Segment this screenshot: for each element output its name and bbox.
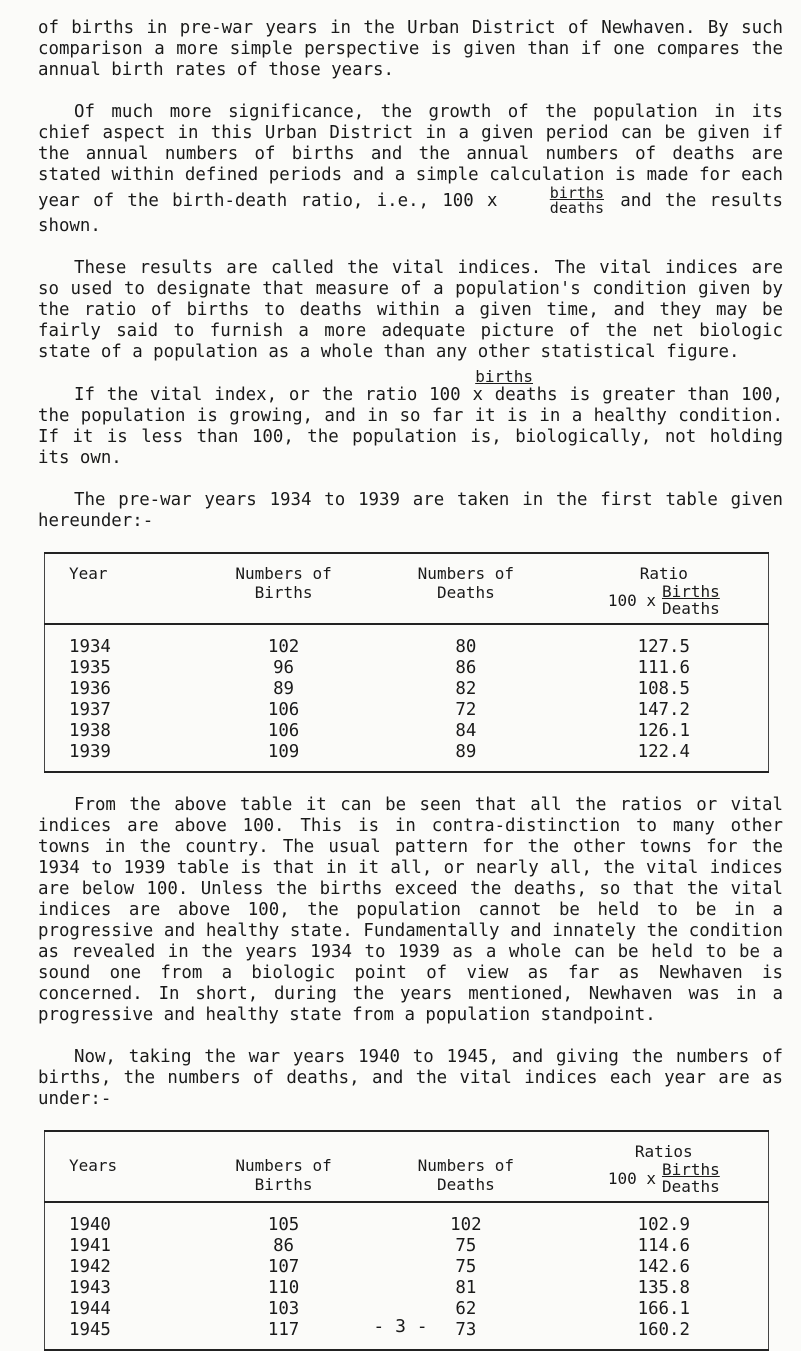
growth-text-after: and the results shown. [38, 191, 783, 236]
cell-ratio: 108.5 [637, 679, 690, 699]
cell-year: 1936 [69, 679, 111, 699]
table-row [45, 1236, 769, 1257]
page-number: - 3 - [373, 1316, 428, 1337]
cell-year: 1935 [69, 658, 111, 678]
cell-ratio: 127.5 [637, 637, 690, 657]
cell-year: 1944 [69, 1299, 111, 1319]
births-deaths-fraction [514, 186, 604, 216]
table-header-row [45, 1131, 769, 1202]
col-year-header: Years [45, 1131, 196, 1202]
cell-births: 103 [267, 1299, 300, 1319]
cell-deaths: 75 [455, 1257, 477, 1277]
cell-year: 1943 [69, 1278, 111, 1298]
table-row [45, 624, 769, 658]
cell-births: 102 [267, 637, 300, 657]
index-paragraph: If the vital index, or the ratio 100 x deaths is greater than 100, the population is growing, and in so far it is in a healthy condition. If it is less than 100, the population is, biologically, not holding its own. [38, 385, 783, 468]
col-ratio-header: Ratios 100 x $\frac{\text{Births}}{\text{Deaths}}$ [560, 1131, 769, 1202]
cell-ratio: 126.1 [637, 721, 690, 741]
cell-ratio: 147.2 [637, 700, 690, 720]
cell-births: 86 [273, 1236, 295, 1256]
vital-indices-paragraph: These results are called the vital indices. The vital indices are so used to designate that measure of a population's condition given by the ratio of births to deaths within a given time, and they may be fairly said to furnish a more adequate picture of the net biologic state of a population as a whole than any other statistical figure. [38, 258, 783, 362]
table-row [45, 700, 769, 721]
table-row [45, 1202, 769, 1236]
cell-deaths: 80 [455, 637, 477, 657]
cell-deaths: 84 [455, 721, 477, 741]
cell-deaths: 75 [455, 1236, 477, 1256]
cell-year: 1945 [45, 1320, 196, 1350]
cell-births: 106 [267, 721, 300, 741]
cell-births: 109 [195, 742, 372, 772]
table-row [45, 679, 769, 700]
cell-ratio: 122.4 [560, 742, 769, 772]
cell-births: 89 [273, 679, 295, 699]
cell-deaths: 62 [455, 1299, 477, 1319]
cell-year: 1934 [69, 637, 111, 657]
col-births-header: Numbers of Births [195, 1131, 372, 1202]
table2-intro: Now, taking the war years 1940 to 1945, and giving the numbers of births, the numbers of deaths, and the vital indices each year are as under:- [38, 1047, 783, 1109]
growth-text-before: Of much more significance, the growth of the population in its chief aspect in this Urban District in a given period can be given if the annual numbers of births and the annual numbers of deaths are stated within defined periods and a simple calculation is made for each year of the birth-death ratio, i.e., 100 x [38, 102, 783, 211]
cell-deaths: 102 [450, 1215, 482, 1235]
cell-births: 106 [267, 700, 300, 720]
cell-year: 1938 [69, 721, 111, 741]
document-page [38, 18, 783, 1351]
cell-births: 107 [267, 1257, 300, 1277]
growth-paragraph [38, 102, 783, 237]
table-row [45, 742, 769, 772]
table1-wrapper [38, 552, 783, 773]
cell-births: 96 [273, 658, 295, 678]
cell-year: 1937 [69, 700, 111, 720]
cell-births: 105 [267, 1215, 300, 1235]
index-formula-numerator: births [475, 367, 533, 386]
table1-body [45, 624, 769, 772]
cell-ratio: 135.8 [637, 1278, 690, 1298]
col-year-header: Year [45, 553, 196, 624]
cell-year: 1942 [69, 1257, 111, 1277]
cell-deaths: 82 [455, 679, 477, 699]
table-row [45, 721, 769, 742]
cell-births: 110 [267, 1278, 300, 1298]
table-row [45, 1257, 769, 1278]
fraction-numerator: births [549, 184, 604, 202]
analysis-paragraph: From the above table it can be seen that all the ratios or vital indices are above 100. This is in contra-distinction to many other towns in the country. The usual pattern for the other towns for the 1934 to 1939 table is that in it all, or nearly all, the vital indices are below 100. Unless the births exceed the deaths, so that the vital indices are above 100, the population cannot be held to be in a progressive and healthy state. Fundamentally and innately the condition as revealed in the years 1934 to 1939 as a whole can be held to be a sound one from a biologic point of view as far as Newhaven is concerned. In short, during the years mentioned, Newhaven was in a progressive and healthy state from a population standpoint. [38, 795, 783, 1025]
col-births-header: Numbers of Births [195, 553, 372, 624]
cell-deaths: 89 [372, 742, 560, 772]
cell-deaths: 81 [455, 1278, 477, 1298]
cell-ratio: 160.2 [560, 1320, 769, 1350]
cell-births: 117 [195, 1320, 372, 1350]
cell-ratio: 166.1 [637, 1299, 690, 1319]
table-header-row [45, 553, 769, 624]
table1-intro: The pre-war years 1934 to 1939 are taken in the first table given hereunder:- [38, 490, 783, 531]
prewar-vital-table [44, 552, 769, 773]
col-deaths-header: Numbers of Deaths [372, 553, 560, 624]
cell-ratio: 142.6 [637, 1257, 690, 1277]
table-row [45, 658, 769, 679]
table-row [45, 1278, 769, 1299]
cell-ratio: 111.6 [637, 658, 690, 678]
cell-deaths: 86 [455, 658, 477, 678]
col-ratio-header: Ratio 100 x $\frac{\text{Births}}{\text{Deaths}}$ [560, 553, 769, 624]
cell-deaths: 73 [372, 1320, 560, 1350]
intro-paragraph: of births in pre-war years in the Urban District of Newhaven. By such comparison a more simple perspective is given than if one compares the annual birth rates of those years. [38, 18, 783, 80]
cell-ratio: 114.6 [637, 1236, 690, 1256]
fraction-denominator: deaths [549, 199, 604, 217]
cell-year: 1941 [69, 1236, 111, 1256]
cell-ratio: 102.9 [637, 1215, 690, 1235]
cell-year: 1940 [69, 1215, 111, 1235]
cell-deaths: 72 [455, 700, 477, 720]
cell-year: 1939 [45, 742, 196, 772]
col-deaths-header: Numbers of Deaths [372, 1131, 560, 1202]
